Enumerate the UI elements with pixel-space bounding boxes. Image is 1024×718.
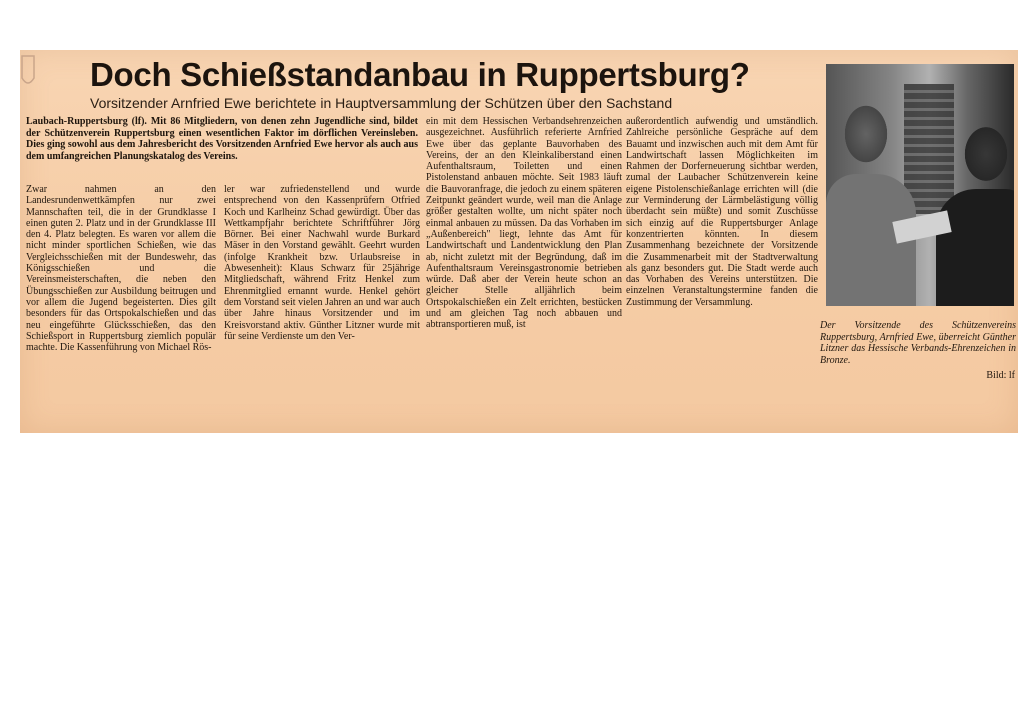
article-lead: Laubach-Ruppertsburg (lf). Mit 86 Mitgliedern, von denen zehn Jugendliche sind, bildet der Schützenverein Ruppertsburg einen wesentlichen Faktor im dörflichen Vereinsleben. Dies ging sowohl aus dem Jahresbericht des Vorsitzenden Arnfried Ewe hervor als auch aus dem umfangreichen Planungskatalog des Vereins.	[26, 116, 418, 162]
article-column-4: außerordentlich aufwendig und umständlich. Zahlreiche persönliche Gespräche auf dem Bauamt und inzwischen auch mit dem Amt für Landwirtschaft lassen Möglichkeiten im Rahmen der Dorferneuerung sichtbar werden, zumal der Laubacher Schützenverein keine eigene Pistolenschießanlage errichten will (die zur Verminderung der Lärmbelästigung völlig überdacht sein müßte) und somit Zuschüsse sich einzig auf die Ruppertsburger Anlage konzentrierten könnten. In diesem Zusammenhang bezeichnete der Vorsitzende die Zusammenarbeit mit der Stadtverwaltung als ganz besonders gut. Die Stadt werde auch das Vorhaben des Vereins unterstützen. Die einzelnen Veranstaltungstermine fanden die Zustimmung der Versammlung.	[626, 116, 818, 308]
photo-background-shelf	[904, 84, 954, 214]
article-subheadline: Vorsitzender Arnfried Ewe berichtete in Hauptversammlung der Schützen über den Sachstand	[90, 95, 673, 111]
newspaper-logo-icon	[20, 52, 36, 92]
article-column-3: ein mit dem Hessischen Verbandsehrenzeichen ausgezeichnet. Ausführlich referierte Arnfried Ewe über das geplante Bauvorhaben des Vereins, der an den Kleinkaliberstand einen Aufenthaltsraum, Toiletten und einen Pistolenstand anbauen möchte. Seit 1983 läuft die Bauvoranfrage, die jedoch zu einem späteren Zeitpunkt geändert wurde, weil man die Anlage größer gestalten wollte, um nicht später noch einmal anbauen zu müssen. Da das Vorhaben im „Außenbereich" liegt, lehnte das Amt für Landwirtschaft und Landentwicklung den Plan ab, nicht zuletzt mit der Begründung, daß im Aufenthaltsraum Vereinsgastronomie betrieben würde. Daß aber der Verein heute schon an gleicher Stelle alljährlich beim Ortspokalschießen ein Zelt errichten, bestücken und am gleichen Tag noch abbauen und abtransportieren muß, ist	[426, 116, 622, 331]
photo-caption: Der Vorsitzende des Schützenvereins Ruppertsburg, Arnfried Ewe, überreicht Günther Litzner das Hessische Verbands-Ehrenzeichen in Bronze.	[820, 320, 1016, 366]
newspaper-clipping	[20, 50, 1018, 433]
article-column-1: Zwar nahmen an den Landesrundenwettkämpfen nur zwei Mannschaften teil, die in der Grundklasse I einen guten 2. Platz und in der Grundklasse III den 4. Platz belegten. Es waren vor allem die nicht minder sportlichen Schießen, wie das Vergleichsschießen mit der Bundeswehr, das Königsschießen und die Vereinsmeisterschaften, die neben den Übungsschießen zur Ausbildung beitrugen und vor allem die Jugend begeisterten. Dies gilt besonders für das Ortspokalschießen und das neu eingeführte Glücksschießen, das den Schießsport in Ruppertsburg ziemlich populär machte. Die Kassenführung von Michael Rös-	[26, 184, 216, 354]
award-photo	[826, 64, 1014, 306]
photo-person-right	[936, 189, 1014, 306]
article-headline: Doch Schießstandanbau in Ruppertsburg?	[90, 56, 750, 93]
photo-credit: Bild: lf	[986, 370, 1015, 381]
article-column-2: ler war zufriedenstellend und wurde entsprechend von den Kassenprüfern Otfried Koch und Karlheinz Schad gewürdigt. Über das Wettkampfjahr berichtete Schriftführer Jörg Börner. Bei einer Nachwahl wurde Burkard Mäser in den Vorstand gewählt. Geehrt wurden (infolge Krankheit bzw. Urlaubsreise in Abwesenheit): Klaus Schwarz für 25jährige Mitgliedschaft, während Fritz Henkel zum Ehrenmitglied ernannt wurde. Henkel gehört dem Vorstand seit vielen Jahren an und war auch über Jahre hinaus Vorsitzender und im Kreisvorstand aktiv. Günther Litzner wurde mit für seine Verdienste um den Ver-	[224, 184, 420, 342]
